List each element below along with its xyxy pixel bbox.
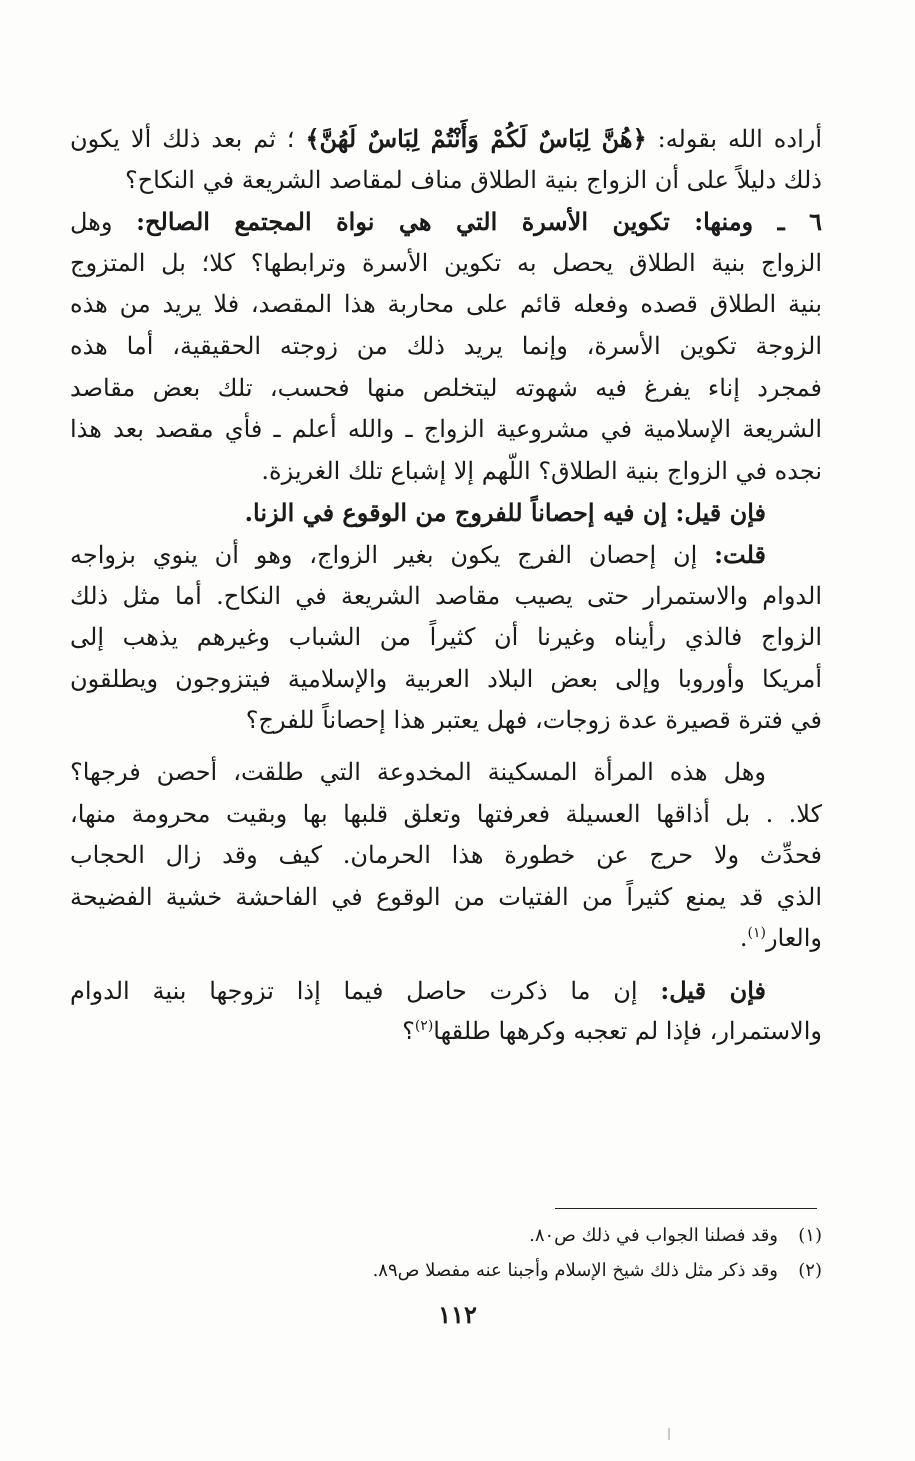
text-line: فمجرد إناء يفرغ فيه شهوته ليتخلص منها فحسب، تلك بعض مقاصد xyxy=(70,373,822,402)
objection-heading: فإن قيل: إن فيه إحصاناً للفروج من الوقوع في الزنا. xyxy=(244,498,766,528)
text-line: نجده في الزواج بنية الطلاق؟ اللّهم إلا إشباع تلك الغريزة. xyxy=(261,456,822,485)
main-text xyxy=(70,118,822,1053)
text-line: ذلك دليلاً على أن الزواج بنية الطلاق مناف لمقاصد الشريعة في النكاح؟ xyxy=(124,165,822,194)
reply-label: قلت: xyxy=(714,539,766,569)
text-line: وهل هذه المرأة المسكينة المخدوعة التي طلقت، أحصن فرجها؟ xyxy=(70,757,766,786)
text-line: أمريكا وأوروبا وإلى بعض البلاد العربية والإسلامية فيتزوجون ويطلقون xyxy=(70,664,822,693)
footnote-ref: (١) xyxy=(747,925,766,942)
objection-label: فإن قيل: xyxy=(660,975,766,1005)
text-line: فإن قيل: إن ما ذكرت حاصل فيما إذا تزوجها بنية الدوام xyxy=(70,975,766,1005)
footnote-number: (٢) xyxy=(798,1260,822,1281)
text-line: الدوام والاستمرار حتى يصيب مقاصد الشريعة في النكاح. أما مثل ذلك xyxy=(70,581,822,610)
text-line: والاستمرار، فإذا لم تعجبه وكرهها طلقها$^{(٢)}$؟ xyxy=(402,1017,822,1046)
section-heading: ٦ ـ ومنها: تكوين الأسرة التي هي نواة المجتمع الصالح: xyxy=(136,207,822,237)
footnote xyxy=(70,1218,822,1253)
footnote-text: وقد ذكر مثل ذلك شيخ الإسلام وأجبنا عنه مفصلا ص٨٩. xyxy=(372,1260,778,1281)
text-line: الزواج بنية الطلاق يحصل به تكوين الأسرة وترابطها؟ كلا؛ بل المتزوج xyxy=(70,248,822,277)
text-line: كلا. . بل أذاقها العسيلة فعرفتها وتعلق قلبها بها وبقيت محرومة منها، xyxy=(70,799,822,828)
objection-line xyxy=(70,492,822,534)
footnote xyxy=(70,1253,822,1288)
text-line: الزواج فالذي رأيناه وغيرنا أن كثيراً من الشباب وغيرهم يذهب إلى xyxy=(70,623,822,652)
page-number: ١١٢ xyxy=(438,1300,477,1329)
text-line: الزوجة تكوين الأسرة، وإنما يريد ذلك من زوجته الحقيقية، أما هذه xyxy=(70,331,822,360)
text-line: أراده الله بقوله: ﴿هُنَّ لِبَاسٌ لَكُمْ وَأَنْتُمْ لِبَاسٌ لَهُنَّ﴾ ؛ ثم بعد ذلك ألا يكون xyxy=(70,124,822,153)
footnotes xyxy=(70,1218,822,1288)
footnote-text: وقد فصلنا الجواب في ذلك ص٨٠. xyxy=(529,1225,778,1246)
text-line: والعار$^{(١)}$. xyxy=(739,924,822,953)
section-heading-line: ٦ ـ ومنها: تكوين الأسرة التي هي نواة المجتمع الصالح: وهل xyxy=(70,207,822,237)
text-line: في فترة قصيرة عدة زوجات، فهل يعتبر هذا إحصاناً للفرج؟ xyxy=(245,706,822,735)
text-line: قلت: إن إحصان الفرج يكون بغير الزواج، وهو أن ينوي بزواجه xyxy=(70,539,766,569)
text-line: فحدِّث ولا حرج عن خطورة هذا الحرمان. كيف وقد زال الحجاب xyxy=(70,841,822,870)
quran-verse: ﴿هُنَّ لِبَاسٌ لَكُمْ وَأَنْتُمْ لِبَاسٌ لَهُنَّ﴾ xyxy=(305,124,647,153)
scan-mark xyxy=(668,1428,670,1440)
text-line: الذي قد يمنع كثيراً من الفتيات من الوقوع في الفاحشة خشية الفضيحة xyxy=(70,882,822,911)
footnote-number: (١) xyxy=(798,1225,822,1246)
footnote-divider xyxy=(555,1208,817,1209)
text-line: بنية الطلاق قصده وفعله قائم على محاربة هذا المقصد، فلا يريد من هذه xyxy=(70,290,822,319)
text-line: الشريعة الإسلامية في مشروعية الزواج ـ والله أعلم ـ فأي مقصد بعد هذا xyxy=(70,415,822,444)
footnote-ref: (٢) xyxy=(414,1018,434,1035)
